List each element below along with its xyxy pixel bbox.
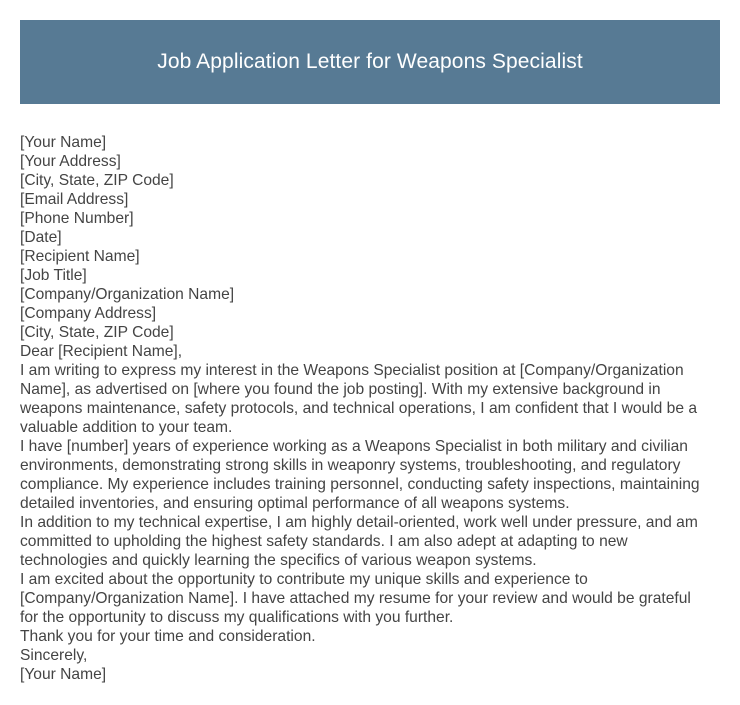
paragraph-line: I have [number] years of experience working as a Weapons Specialist in both military and civilian (20, 438, 688, 455)
paragraph-line: I am excited about the opportunity to contribute my unique skills and experience to (20, 571, 588, 588)
closing-line: Sincerely, (20, 647, 88, 664)
paragraph-experience (20, 437, 722, 513)
paragraph-line: detailed inventories, and ensuring optimal performance of all weapons systems. (20, 495, 570, 512)
paragraph-closing (20, 570, 722, 627)
salutation: Dear [Recipient Name], (20, 343, 183, 360)
paragraph-line: Name], as advertised on [where you found the job posting]. With my extensive background in (20, 381, 661, 398)
paragraph-line: technologies and quickly learning the specifics of various weapon systems. (20, 552, 537, 569)
paragraph-line: compliance. My experience includes training personnel, conducting safety inspections, maintaining (20, 476, 700, 493)
paragraph-line: [Company/Organization Name]. I have attached my resume for your review and would be grateful (20, 590, 691, 607)
sender-city-state-zip: [City, State, ZIP Code] (20, 172, 174, 189)
paragraph-intro (20, 361, 722, 437)
paragraph-line: In addition to my technical expertise, I am highly detail-oriented, work well under pressure, and am (20, 514, 698, 531)
recipient-address: [Company Address] (20, 305, 157, 322)
sender-name: [Your Name] (20, 134, 107, 151)
paragraph-line: valuable addition to your team. (20, 419, 233, 436)
title-banner (20, 20, 720, 104)
sender-email: [Email Address] (20, 191, 129, 208)
paragraph-line: for the opportunity to discuss my qualifications with you further. (20, 609, 454, 626)
signature: [Your Name] (20, 666, 107, 683)
recipient-city-state-zip: [City, State, ZIP Code] (20, 324, 174, 341)
paragraph-line: I am writing to express my interest in the Weapons Specialist position at [Company/Organization (20, 362, 684, 379)
recipient-company: [Company/Organization Name] (20, 286, 235, 303)
paragraph-line: weapons maintenance, safety protocols, and technical operations, I am confident that I would be a (20, 400, 698, 417)
thanks-line: Thank you for your time and consideration. (20, 628, 316, 645)
paragraph-line: environments, demonstrating strong skills in weaponry systems, troubleshooting, and regulatory (20, 457, 681, 474)
recipient-block (20, 247, 722, 342)
page-title: Job Application Letter for Weapons Specialist (157, 50, 583, 73)
letter-date: [Date] (20, 229, 62, 246)
paragraph-line: committed to upholding the highest safety standards. I am also adept at adapting to new (20, 533, 628, 550)
sender-address: [Your Address] (20, 153, 121, 170)
recipient-job-title: [Job Title] (20, 267, 87, 284)
recipient-name: [Recipient Name] (20, 248, 140, 265)
sender-block (20, 133, 722, 247)
sender-phone: [Phone Number] (20, 210, 134, 227)
letter-body (20, 133, 722, 684)
paragraph-skills (20, 513, 722, 570)
